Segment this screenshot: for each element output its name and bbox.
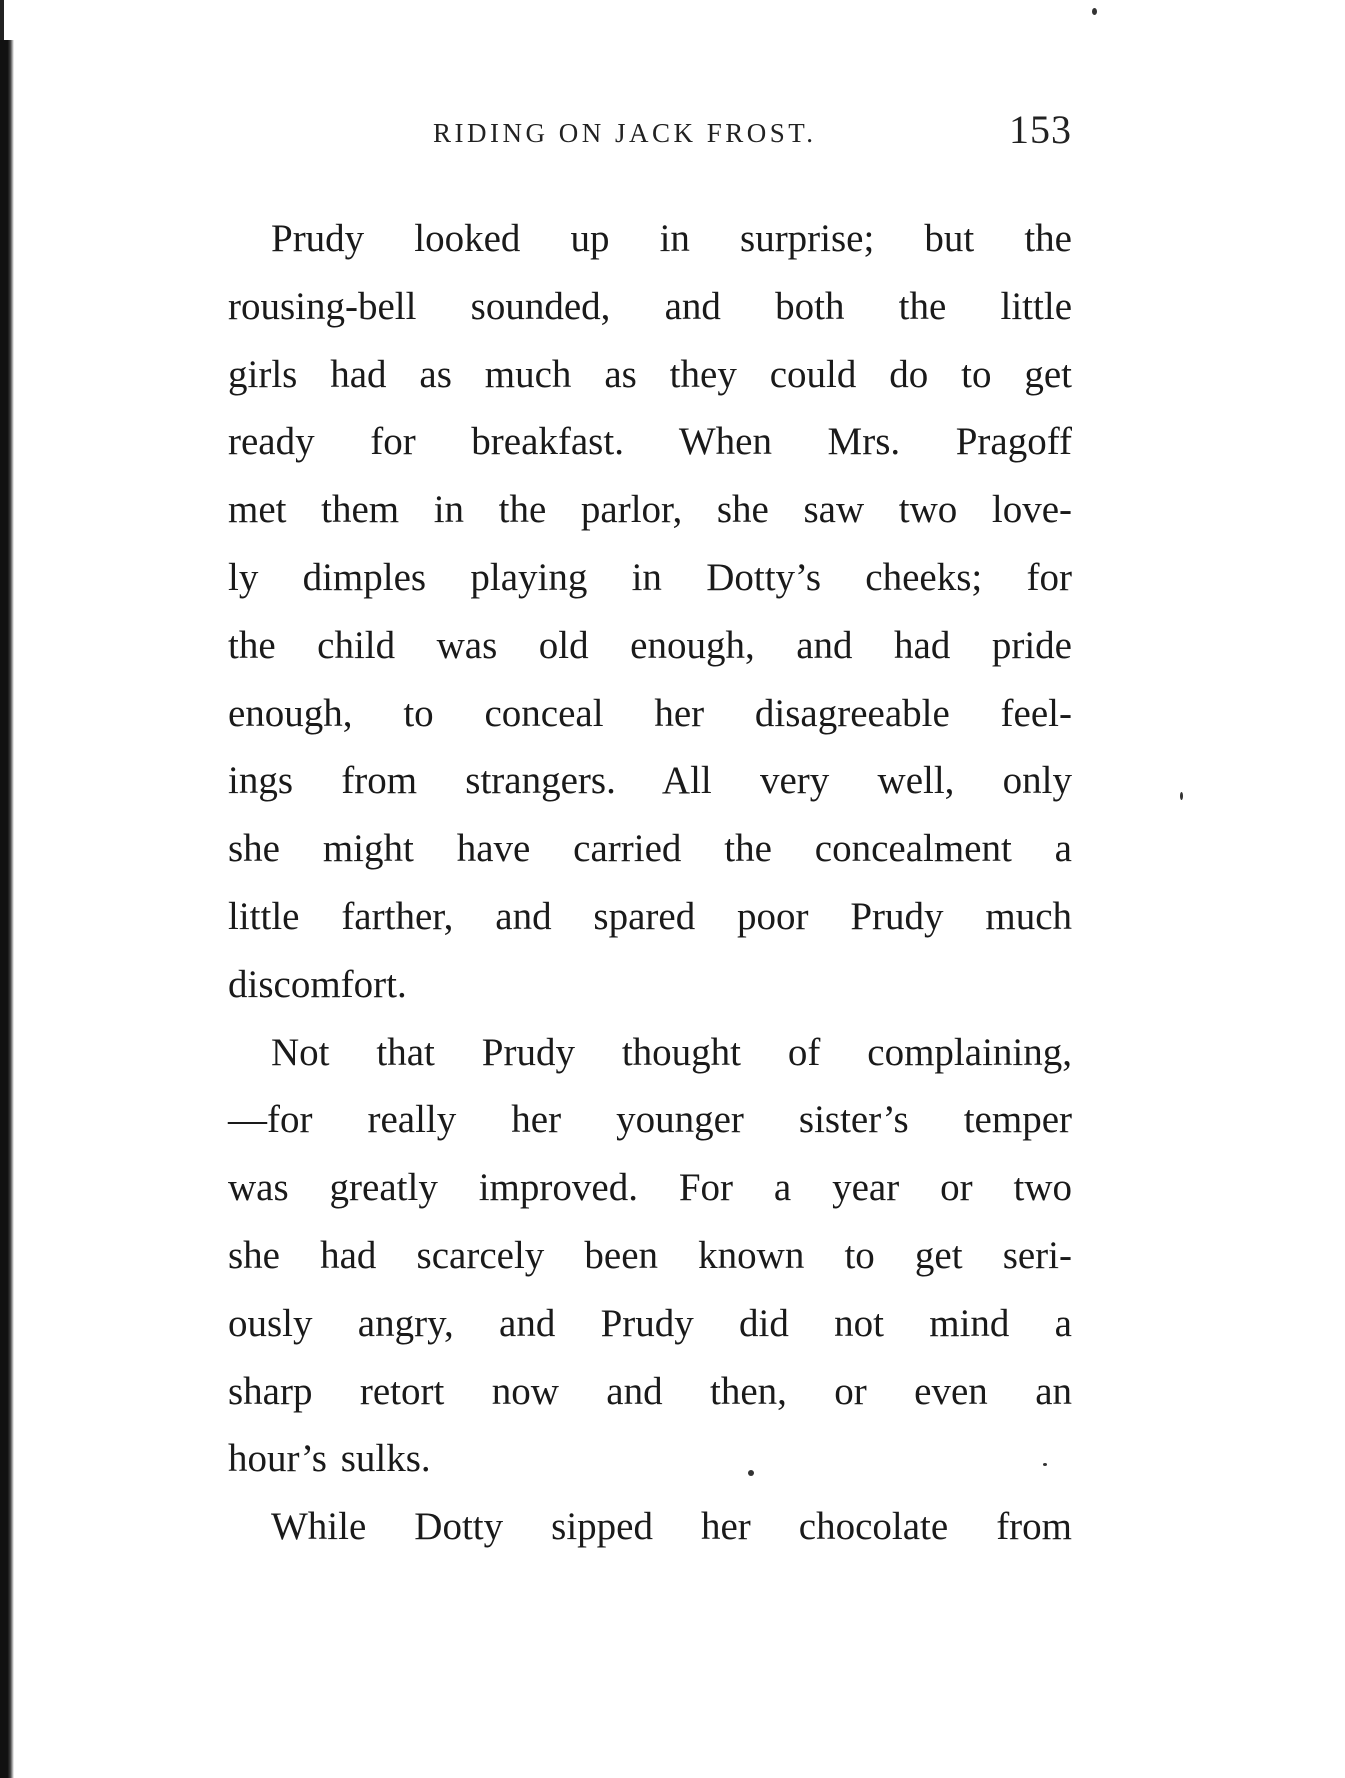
body-text — [228, 205, 1072, 1561]
text-line: she had scarcely been known to get seri- — [228, 1233, 1072, 1277]
text-line: ings from strangers. All very well, only — [228, 759, 1072, 803]
scan-speck — [1180, 792, 1183, 800]
text-line: While Dotty sipped her chocolate from — [271, 1505, 1072, 1549]
text-line: ly dimples playing in Dotty’s cheeks; for — [228, 555, 1072, 599]
paragraph-1 — [228, 205, 1072, 1019]
paragraph-3 — [228, 1493, 1072, 1561]
text-line: discomfort. — [228, 962, 407, 1006]
scan-speck — [1043, 1463, 1047, 1466]
paragraph-2 — [228, 1019, 1072, 1494]
text-line: enough, to conceal her disagreeable feel- — [228, 691, 1072, 735]
text-line: hour’s sulks. — [228, 1437, 431, 1481]
running-head — [228, 106, 1072, 158]
text-line: ready for breakfast. When Mrs. Pragoff — [228, 420, 1072, 464]
text-line: Not that Prudy thought of complaining, — [271, 1030, 1072, 1074]
text-line: —for really her younger sister’s temper — [228, 1098, 1072, 1142]
scan-speck — [1092, 8, 1097, 15]
text-line: rousing-bell sounded, and both the little — [228, 284, 1072, 328]
text-line: sharp retort now and then, or even an — [228, 1369, 1072, 1413]
text-line: little farther, and spared poor Prudy much — [228, 894, 1072, 938]
text-line: met them in the parlor, she saw two love- — [228, 488, 1072, 532]
page-number: 153 — [1009, 107, 1072, 152]
scan-speck — [748, 1470, 754, 1476]
text-line: was greatly improved. For a year or two — [228, 1166, 1072, 1210]
text-line: the child was old enough, and had pride — [228, 623, 1072, 667]
running-title: RIDING ON JACK FROST. — [433, 118, 817, 148]
text-line: ously angry, and Prudy did not mind a — [228, 1301, 1072, 1345]
text-line: she might have carried the concealment a — [228, 827, 1072, 871]
text-line: Prudy looked up in surprise; but the — [271, 217, 1072, 260]
binding-shadow — [0, 40, 14, 1778]
text-line: girls had as much as they could do to get — [228, 352, 1072, 396]
